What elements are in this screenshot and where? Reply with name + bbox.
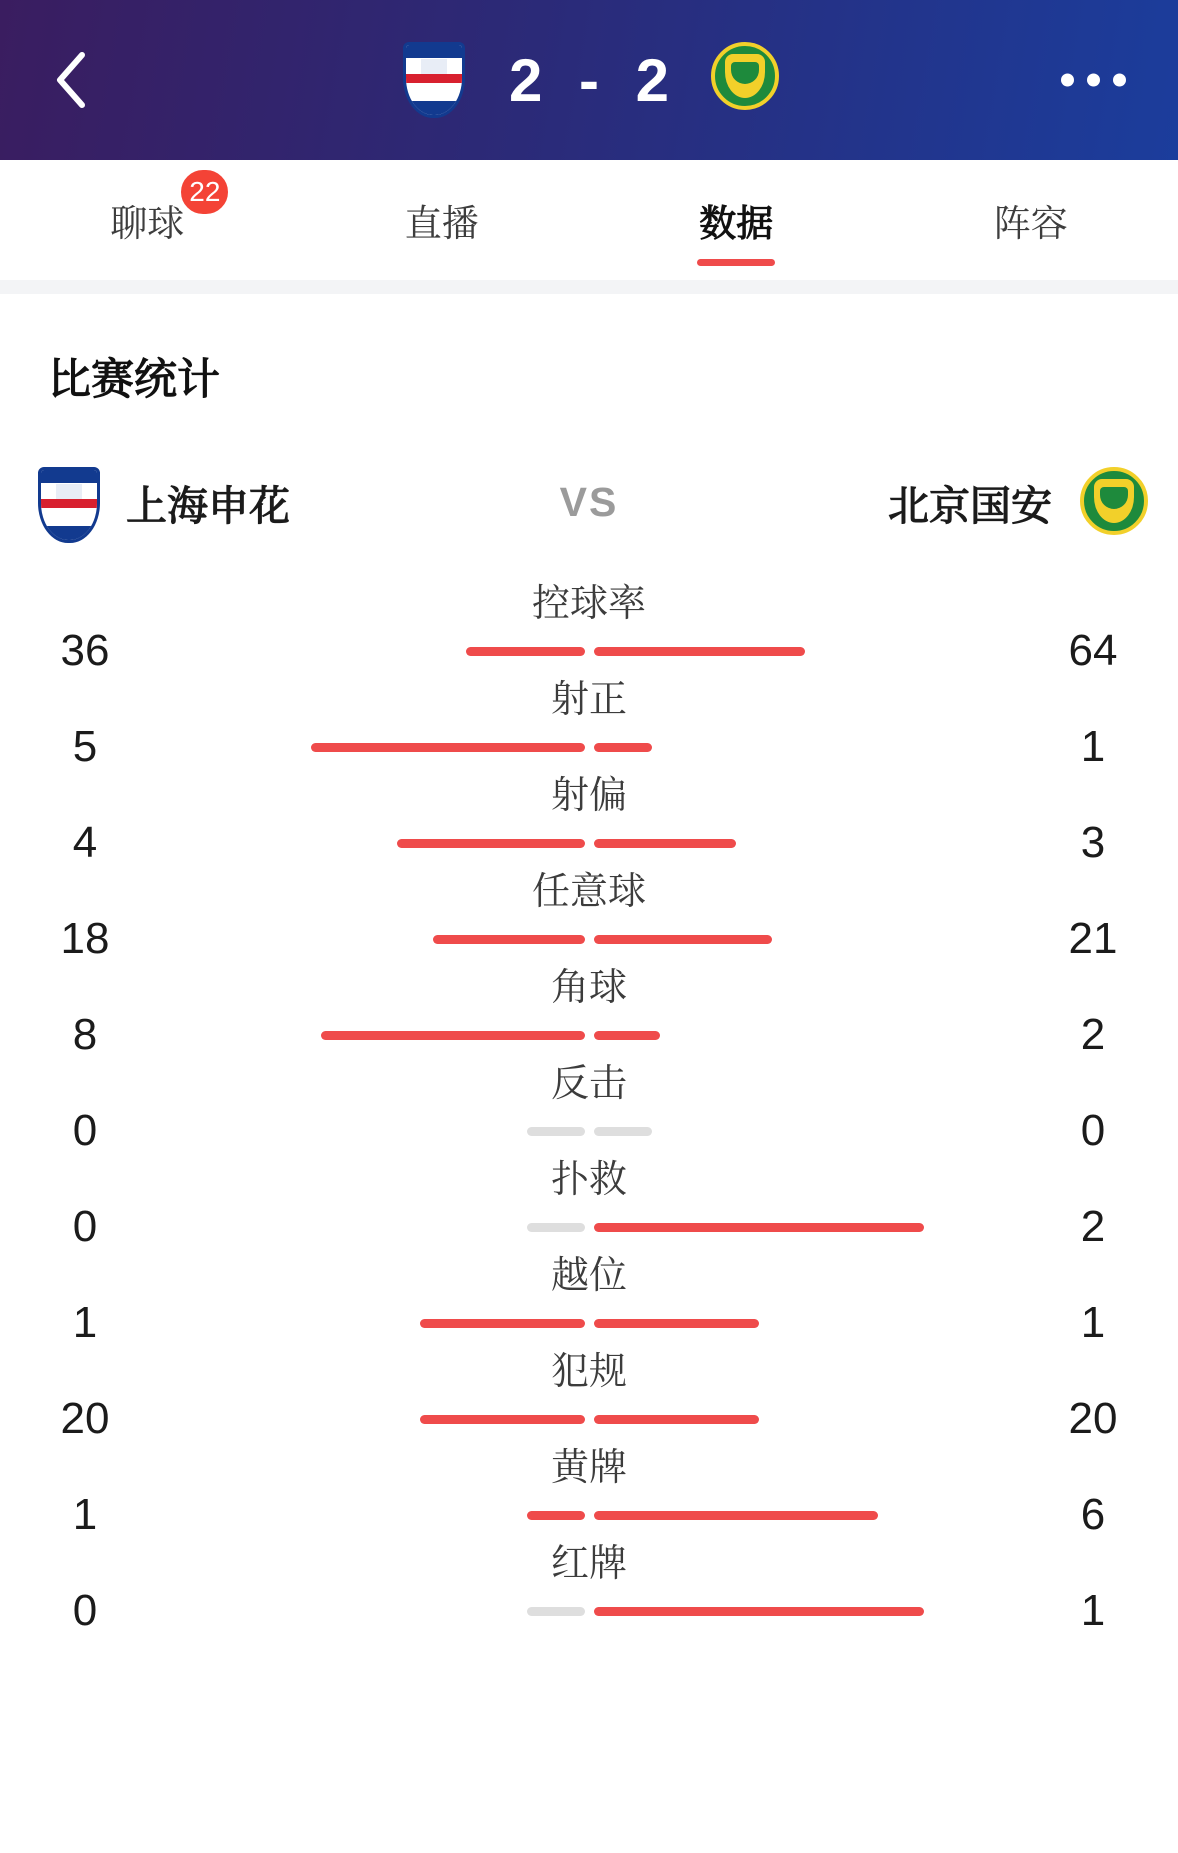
home-stat-value: 0 xyxy=(72,1106,98,1155)
tab-bar[interactable] xyxy=(0,160,1178,280)
vs-label: VS xyxy=(559,478,619,525)
stat-label: 射正 xyxy=(550,679,627,721)
home-stat-value: 5 xyxy=(72,722,98,771)
stat-body xyxy=(0,1298,1178,1347)
home-stat-value: 0 xyxy=(72,1202,98,1251)
home-stat-bar xyxy=(255,1031,585,1040)
home-team-crest-icon xyxy=(30,461,104,543)
stat-body xyxy=(0,722,1178,771)
home-stat-bar xyxy=(255,839,585,848)
stat-row xyxy=(0,1545,1178,1641)
stat-row xyxy=(0,1257,1178,1353)
away-stat-value: 20 xyxy=(1068,1394,1118,1443)
away-team-crest-icon xyxy=(1074,461,1148,543)
away-stat-bar xyxy=(594,935,924,944)
tab-data[interactable] xyxy=(589,160,884,280)
stat-label: 控球率 xyxy=(531,583,646,625)
stat-label: 红牌 xyxy=(550,1543,627,1585)
away-stat-value: 64 xyxy=(1068,626,1118,675)
home-stat-bar xyxy=(255,1127,585,1136)
home-stat-bar xyxy=(255,1223,585,1232)
away-stat-bar xyxy=(594,1127,924,1136)
stat-body xyxy=(0,818,1178,867)
home-stat-value: 4 xyxy=(72,818,98,867)
away-stat-value: 1 xyxy=(1080,1298,1106,1347)
stat-bars xyxy=(170,647,1008,656)
away-stat-bar xyxy=(594,1607,924,1616)
away-stat-bar xyxy=(594,1031,924,1040)
stat-row xyxy=(0,873,1178,969)
match-statistics-list xyxy=(0,557,1178,1641)
stat-row xyxy=(0,777,1178,873)
stat-body xyxy=(0,626,1178,675)
stat-row xyxy=(0,585,1178,681)
stat-bars xyxy=(170,935,1008,944)
score-text: 2 - 2 xyxy=(508,46,680,114)
away-stat-value: 6 xyxy=(1080,1490,1106,1539)
away-stat-bar xyxy=(594,1415,924,1424)
away-stat-value: 0 xyxy=(1080,1106,1106,1155)
stat-bars xyxy=(170,1511,1008,1520)
back-button[interactable] xyxy=(44,49,96,111)
stat-body xyxy=(0,1586,1178,1635)
home-team-crest-icon xyxy=(395,36,473,124)
tab-label: 数据 xyxy=(699,203,774,244)
stat-body xyxy=(0,1010,1178,1059)
away-stat-bar xyxy=(594,647,924,656)
stat-row xyxy=(0,681,1178,777)
stat-bars xyxy=(170,1607,1008,1616)
home-stat-value: 8 xyxy=(72,1010,98,1059)
home-team-name: 上海申花 xyxy=(126,482,290,529)
home-stat-value: 20 xyxy=(60,1394,110,1443)
stat-bars xyxy=(170,839,1008,848)
away-team-name: 北京国安 xyxy=(888,482,1052,529)
stat-bars xyxy=(170,1223,1008,1232)
away-stat-value: 3 xyxy=(1080,818,1106,867)
chevron-left-icon xyxy=(50,49,90,111)
stat-bars xyxy=(170,743,1008,752)
away-stat-value: 1 xyxy=(1080,1586,1106,1635)
stat-row xyxy=(0,1353,1178,1449)
home-stat-value: 36 xyxy=(60,626,110,675)
tab-label: 直播 xyxy=(404,203,479,244)
home-stat-bar xyxy=(255,1319,585,1328)
chat-unread-badge: 22 xyxy=(177,166,232,218)
stat-label: 黄牌 xyxy=(550,1447,627,1489)
home-stat-value: 18 xyxy=(60,914,110,963)
stat-label: 反击 xyxy=(550,1063,627,1105)
more-options-icon xyxy=(1087,74,1100,87)
away-stat-value: 2 xyxy=(1080,1010,1106,1059)
home-stat-bar xyxy=(255,1511,585,1520)
home-stat-value: 1 xyxy=(72,1298,98,1347)
home-stat-bar xyxy=(255,647,585,656)
away-stat-value: 2 xyxy=(1080,1202,1106,1251)
match-header xyxy=(0,0,1178,160)
stat-bars xyxy=(170,1415,1008,1424)
scoreboard xyxy=(395,36,783,124)
stat-row xyxy=(0,1161,1178,1257)
stat-body xyxy=(0,1106,1178,1155)
home-stat-value: 0 xyxy=(72,1586,98,1635)
stat-bars xyxy=(170,1319,1008,1328)
home-stat-bar xyxy=(255,743,585,752)
away-team-crest-icon xyxy=(705,36,783,124)
tab-live[interactable] xyxy=(295,160,590,280)
away-stat-value: 21 xyxy=(1068,914,1118,963)
stat-body xyxy=(0,1202,1178,1251)
stat-body xyxy=(0,1490,1178,1539)
stat-label: 任意球 xyxy=(531,871,646,913)
more-options-icon xyxy=(1113,74,1126,87)
stat-row xyxy=(0,969,1178,1065)
tab-chat[interactable] xyxy=(0,160,295,280)
home-team xyxy=(30,461,514,543)
tab-lineup[interactable] xyxy=(884,160,1178,280)
more-options-button[interactable] xyxy=(1061,74,1126,87)
stat-label: 射偏 xyxy=(550,775,627,817)
stat-body xyxy=(0,1394,1178,1443)
away-stat-bar xyxy=(594,743,924,752)
page-title: 比赛统计 xyxy=(48,356,220,404)
stat-label: 角球 xyxy=(550,967,627,1009)
stat-body xyxy=(0,914,1178,963)
section-divider xyxy=(0,280,1178,294)
stat-row xyxy=(0,1065,1178,1161)
tab-label: 聊球 xyxy=(110,203,185,244)
away-stat-bar xyxy=(594,1511,924,1520)
tab-active-indicator xyxy=(697,259,775,266)
home-stat-bar xyxy=(255,1415,585,1424)
stat-row xyxy=(0,1449,1178,1545)
tab-label: 阵容 xyxy=(993,203,1068,244)
away-stat-bar xyxy=(594,1319,924,1328)
stat-label: 越位 xyxy=(550,1255,627,1297)
home-stat-bar xyxy=(255,935,585,944)
teams-header xyxy=(0,437,1178,557)
away-stat-bar xyxy=(594,1223,924,1232)
stat-bars xyxy=(170,1031,1008,1040)
more-options-icon xyxy=(1061,74,1074,87)
away-stat-bar xyxy=(594,839,924,848)
stat-label: 犯规 xyxy=(550,1351,627,1393)
stat-bars xyxy=(170,1127,1008,1136)
home-stat-bar xyxy=(255,1607,585,1616)
home-stat-value: 1 xyxy=(72,1490,98,1539)
away-stat-value: 1 xyxy=(1080,722,1106,771)
away-team xyxy=(664,461,1148,543)
stat-label: 扑救 xyxy=(550,1159,627,1201)
